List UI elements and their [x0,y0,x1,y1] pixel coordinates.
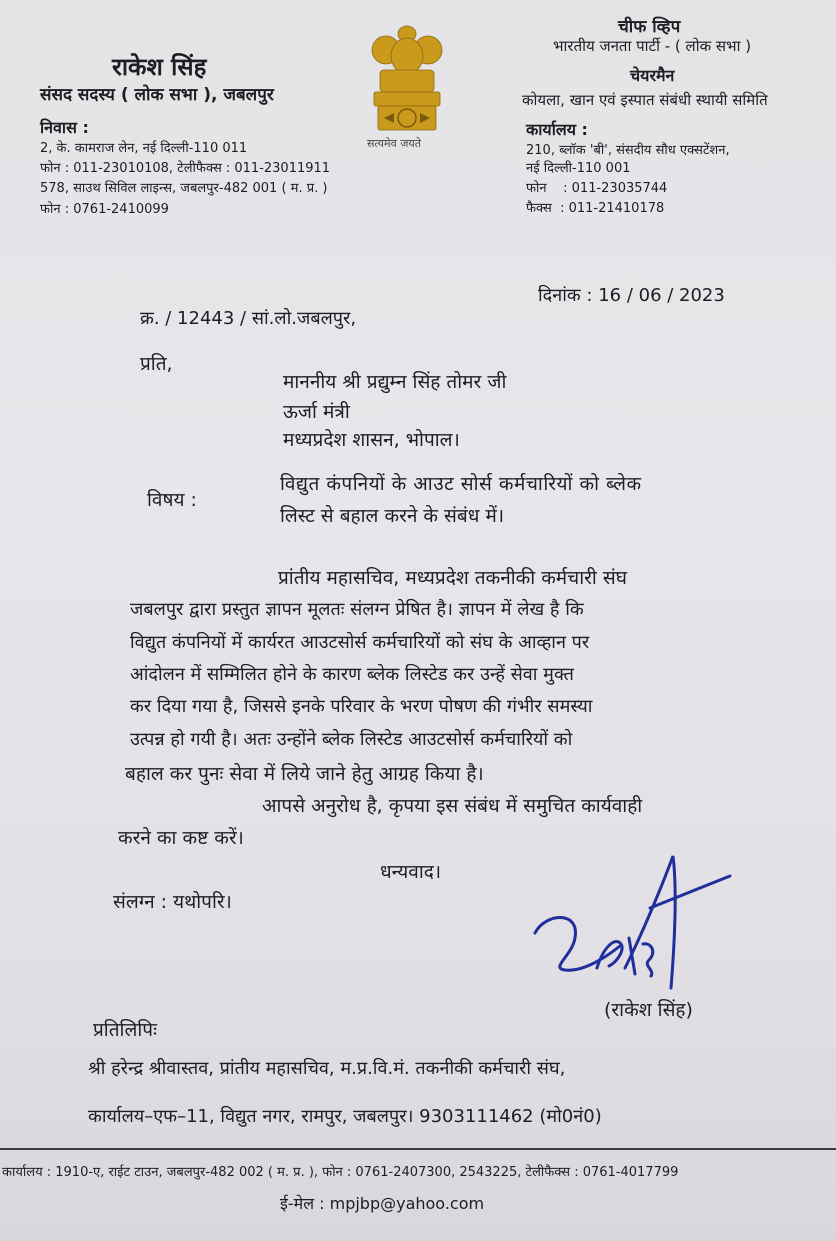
mp-designation: संसद सदस्य ( लोक सभा ), जबलपुर [40,85,274,105]
body-line: उत्पन्न हो गयी है। अतः उन्होंने ब्लेक लिस्टेड आउटसोर्स कर्मचारियों को [130,729,573,750]
body-line: कर दिया गया है, जिससे इनके परिवार के भरण पोषण की गंभीर समस्या [130,696,593,717]
enclosure: संलग्न : यथोपरि। [113,891,232,913]
to-label: प्रति, [140,353,173,375]
office-address-1: 210, ब्लॉक 'बी', संसदीय सौध एक्सटेंशन, [526,143,730,158]
body-line: विद्युत कंपनियों में कार्यरत आउटसोर्स कर्मचारियों को संघ के आव्हान पर [130,632,590,653]
copy-line-2: कार्यालय–एफ–11, विद्युत नगर, रामपुर, जबलपुर। 9303111462 (मो0नं0) [88,1106,602,1127]
mp-name: राकेश सिंह [112,53,207,81]
jabalpur-address: 578, साउथ सिविल लाइन्स, जबलपुर-482 001 ( म. प्र. ) [40,181,328,196]
office-fax: फैक्स : 011-21410178 [526,201,665,216]
copy-label: प्रतिलिपिः [93,1019,157,1041]
letter-date: दिनांक : 16 / 06 / 2023 [538,285,725,306]
residence-address: 2, के. कामराज लेन, नई दिल्ली-110 011 [40,141,248,156]
addressee-line-2: ऊर्जा मंत्री [283,401,350,423]
signatory-name: (राकेश सिंह) [604,999,693,1021]
committee-name: कोयला, खान एवं इस्पात संबंधी स्थायी समिति [522,91,768,109]
subject-line-2: लिस्ट से बहाल करने के संबंध में। [280,505,505,527]
body-line: बहाल कर पुनः सेवा में लिये जाने हेतु आग्रह किया है। [125,763,484,785]
office-label: कार्यालय : [526,120,588,139]
body-line: करने का कष्ट करें। [118,827,244,849]
jabalpur-phone: फोन : 0761-2410099 [40,202,169,217]
reference-number: क्र. / 12443 / सां.लो.जबलपुर, [140,308,357,329]
body-line: आंदोलन में सम्मिलित होने के कारण ब्लेक लिस्टेड कर उन्हें सेवा मुक्त [130,664,574,685]
subject-label: विषय : [147,489,197,511]
footer-divider [0,1148,836,1150]
residence-label: निवास : [40,118,89,137]
copy-line-1: श्री हरेन्द्र श्रीवास्तव, प्रांतीय महासचिव, म.प्र.वि.मं. तकनीकी कर्मचारी संघ, [88,1058,566,1079]
body-line: प्रांतीय महासचिव, मध्यप्रदेश तकनीकी कर्मचारी संघ [278,567,627,589]
body-line: जबलपुर द्वारा प्रस्तुत ज्ञापन मूलतः संलग्न प्रेषित है। ज्ञापन में लेख है कि [130,599,584,620]
footer-office: कार्यालय : 1910-ए, राईट टाउन, जबलपुर-482 002 ( म. प्र. ), फोन : 0761-2407300, 2543225, टेलीफैक्स : 0761-4017799 [2,1165,679,1180]
footer-email: ई-मेल : mpjbp@yahoo.com [280,1194,485,1213]
office-phone: फोन : 011-23035744 [526,181,668,196]
thanks: धन्यवाद। [380,861,442,883]
emblem-motto: सत्यमेव जयते [367,137,422,150]
chief-whip-title: चीफ व्हिप [618,17,681,37]
addressee-line-1: माननीय श्री प्रद्युम्न सिंह तोमर जी [283,371,507,393]
office-address-2: नई दिल्ली-110 001 [526,161,631,176]
body-line: आपसे अनुरोध है, कृपया इस संबंध में समुचित कार्यवाही [262,795,643,817]
addressee-line-3: मध्यप्रदेश शासन, भोपाल। [283,429,460,451]
subject-line-1: विद्युत कंपनियों के आउट सोर्स कर्मचारियों को ब्लेक [280,473,642,495]
residence-phone: फोन : 011-23010108, टेलीफैक्स : 011-23011911 [40,161,331,176]
party-name: भारतीय जनता पार्टी - ( लोक सभा ) [553,37,752,55]
signature [525,848,735,998]
national-emblem-icon [364,22,450,154]
chairman-title: चेयरमैन [630,66,675,85]
